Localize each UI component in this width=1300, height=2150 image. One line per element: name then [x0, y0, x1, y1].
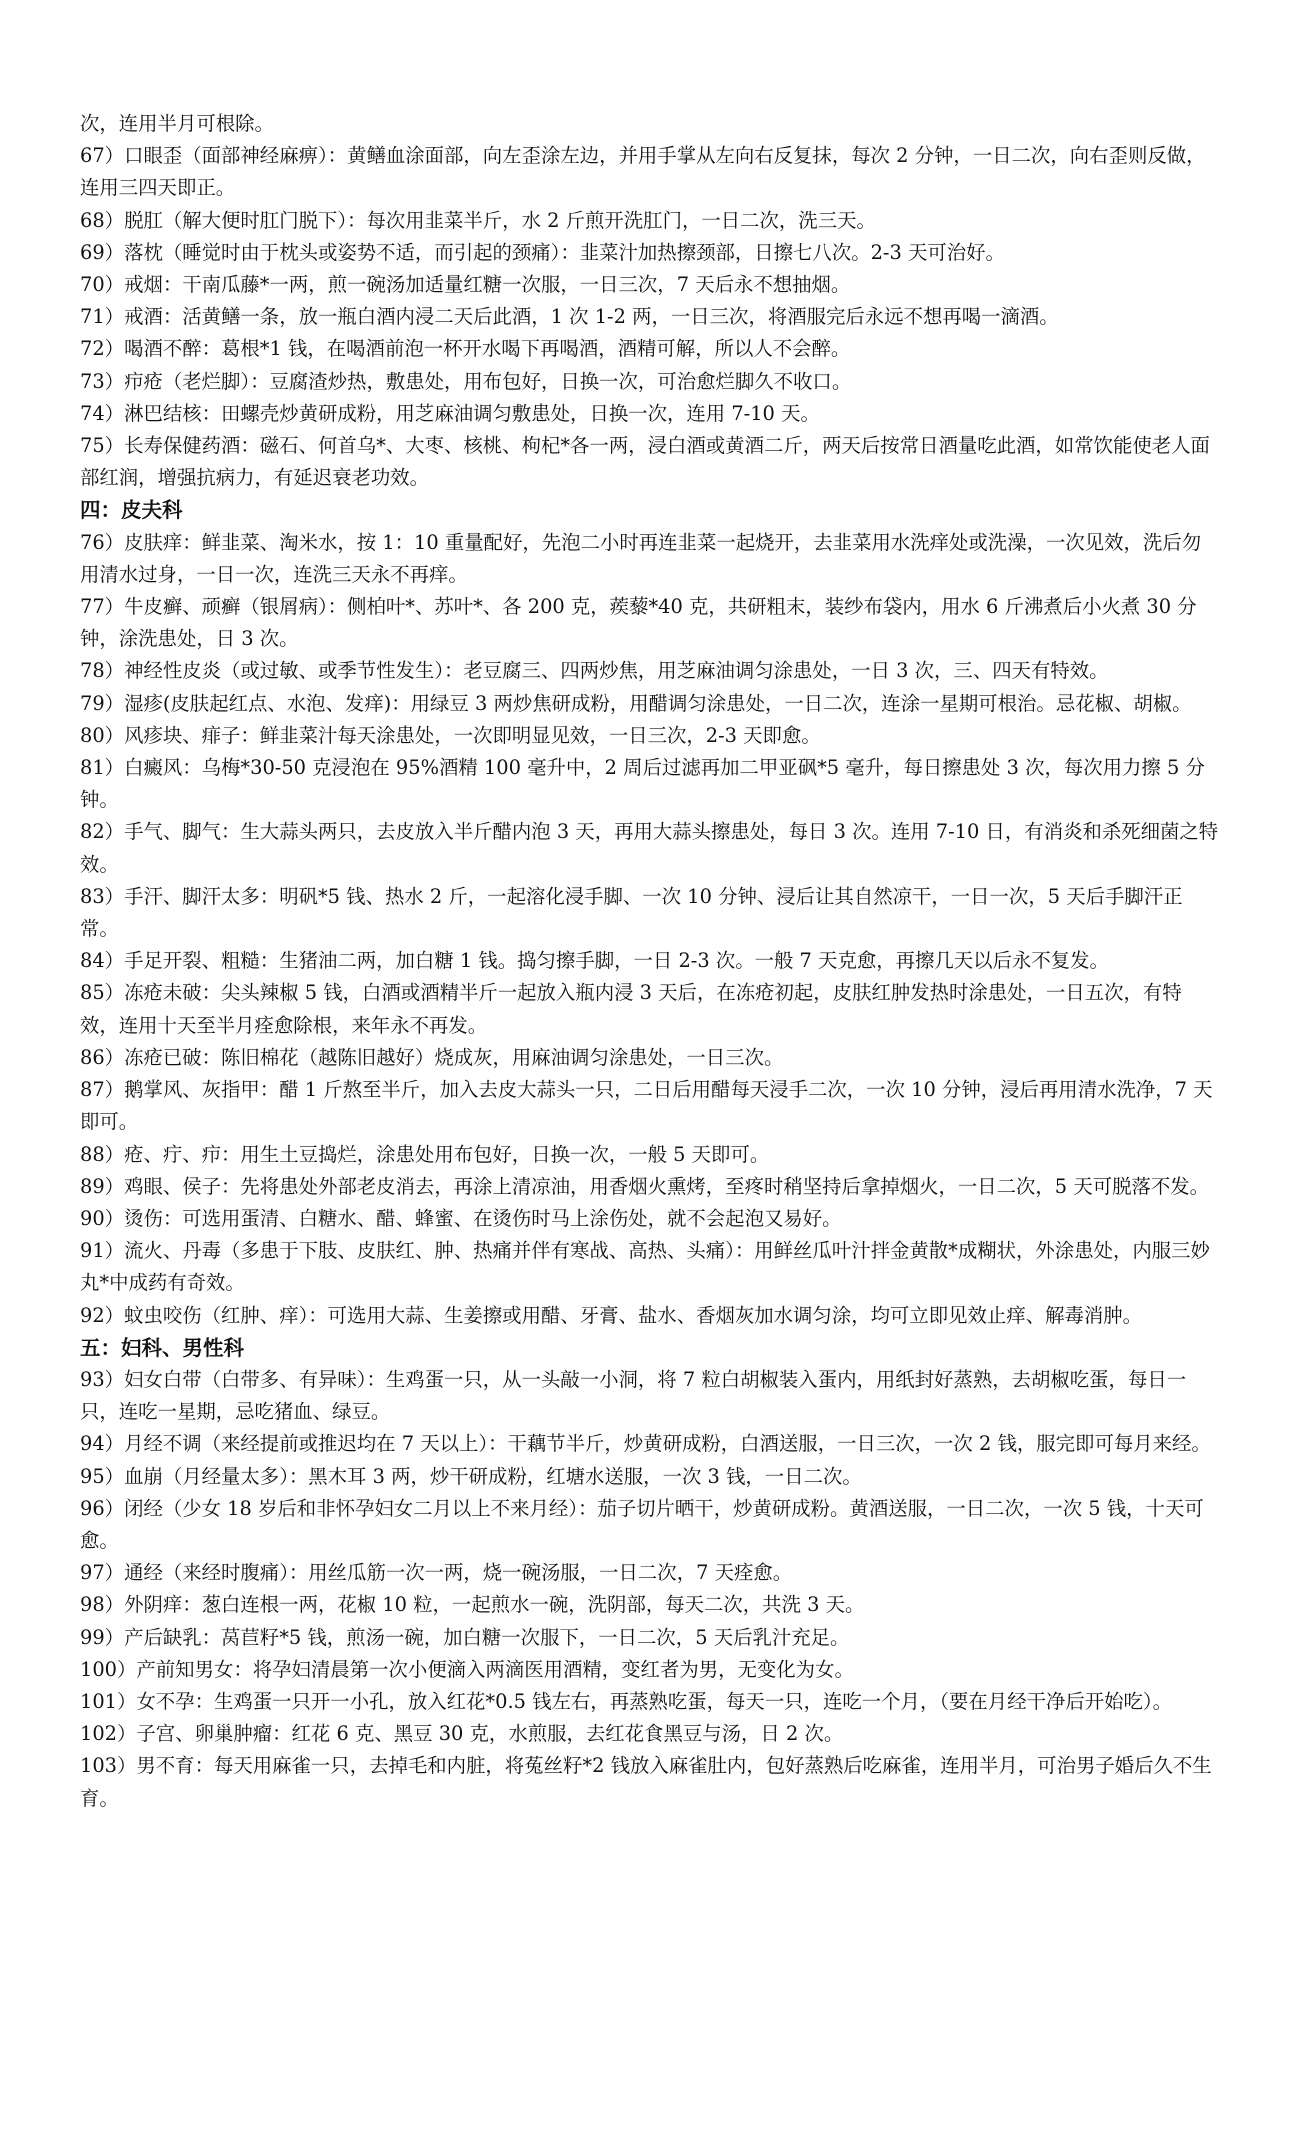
remedy-item-99: 99）产后缺乳：莴苣籽*5 钱，煎汤一碗，加白糖一次服下，一日二次，5 天后乳汁充足。 — [80, 1625, 850, 1649]
remedy-item-103: 103）男不育：每天用麻雀一只，去掉毛和内脏，将菟丝籽*2 钱放入麻雀肚内，包好蒸熟后吃麻雀，连用半月，可治男子婚后久不生育。 — [80, 1754, 1212, 1810]
document-body — [80, 108, 1220, 1815]
remedy-item-71: 71）戒酒：活黄鳝一条，放一瓶白酒内浸二天后此酒，1 次 1-2 两，一日三次，将酒服完后永远不想再喝一滴酒。 — [80, 305, 1059, 329]
remedy-item-74: 74）淋巴结核：田螺壳炒黄研成粉，用芝麻油调匀敷患处，日换一次，连用 7-10 天。 — [80, 401, 820, 425]
remedy-item-93: 93）妇女白带（白带多、有异味）：生鸡蛋一只，从一头敲一小洞，将 7 粒白胡椒装入蛋内，用纸封好蒸熟，去胡椒吃蛋，每日一只，连吃一星期，忌吃猪血、绿豆。 — [80, 1367, 1187, 1424]
remedy-item-67: 67）口眼歪（面部神经麻痹）：黄鳝血涂面部，向左歪涂左边，并用手掌从左向右反复抹，每次 2 分钟，一日二次，向右歪则反做，连用三四天即正。 — [80, 144, 1206, 200]
remedy-item-102: 102）子宫、卵巢肿瘤：红花 6 克、黑豆 30 克，水煎服，去红花食黑豆与汤，日 2 次。 — [80, 1722, 844, 1746]
remedy-item-77: 77）牛皮癣、顽癣（银屑病）：侧柏叶*、苏叶*、各 200 克，蒺藜*40 克，共研粗末，装纱布袋内，用水 6 斤沸煮后小火煮 30 分钟，涂洗患处，日 3 次。 — [80, 595, 1197, 651]
remedy-item-87: 87）鹅掌风、灰指甲：醋 1 斤熬至半斤，加入去皮大蒜头一只，二日后用醋每天浸手二次，一次 10 分钟，浸后再用清水洗净，7 天即可。 — [80, 1078, 1213, 1134]
remedy-item-91: 91）流火、丹毒（多患于下肢、皮肤红、肿、热痛并伴有寒战、高热、头痛）：用鲜丝瓜叶汁拌金黄散*成糊状，外涂患处，内服三妙丸*中成药有奇效。 — [80, 1239, 1210, 1295]
remedy-item-82: 82）手气、脚气：生大蒜头两只，去皮放入半斤醋内泡 3 天，再用大蒜头擦患处，每日 3 次。连用 7-10 日，有消炎和杀死细菌之特效。 — [80, 820, 1219, 876]
remedy-item-92: 92）蚊虫咬伤（红肿、痒）：可选用大蒜、生姜擦或用醋、牙膏、盐水、香烟灰加水调匀涂，均可立即见效止痒、解毒消肿。 — [80, 1303, 1143, 1327]
remedy-item-96: 96）闭经（少女 18 岁后和非怀孕妇女二月以上不来月经）：茄子切片晒干，炒黄研成粉。黄酒送服，一日二次，一次 5 钱，十天可愈。 — [80, 1496, 1204, 1552]
remedy-item-80: 80）风疹块、痱子：鲜韭菜汁每天涂患处，一次即明显见效，一日三次，2-3 天即愈。 — [80, 723, 821, 747]
remedy-item-95: 95）血崩（月经量太多）：黑木耳 3 两，炒干研成粉，红塘水送服，一次 3 钱，一日二次。 — [80, 1464, 862, 1488]
remedy-item-68: 68）脱肛（解大便时肛门脱下）：每次用韭菜半斤，水 2 斤煎开洗肛门，一日二次，洗三天。 — [80, 208, 876, 232]
remedy-item-100: 100）产前知男女：将孕妇清晨第一次小便滴入两滴医用酒精，变红者为男，无变化为女。 — [80, 1657, 854, 1681]
remedy-item-85: 85）冻疮未破：尖头辣椒 5 钱，白酒或酒精半斤一起放入瓶内浸 3 天后，在冻疮初起，皮肤红肿发热时涂患处，一日五次，有特效，连用十天至半月痊愈除根，来年永不再发。 — [80, 981, 1182, 1037]
remedy-item-86: 86）冻疮已破：陈旧棉花（越陈旧越好）烧成灰，用麻油调匀涂患处，一日三次。 — [80, 1045, 784, 1069]
remedy-item-69: 69）落枕（睡觉时由于枕头或姿势不适，而引起的颈痛）：韭菜汁加热擦颈部，日擦七八次。2-3 天可治好。 — [80, 240, 1005, 264]
remedy-item-81: 81）白癜风：乌梅*30-50 克浸泡在 95%酒精 100 毫升中，2 周后过滤再加二甲亚砜*5 毫升，每日擦患处 3 次，每次用力擦 5 分钟。 — [80, 756, 1205, 812]
remedy-item-79: 79）湿疹(皮肤起红点、水泡、发痒)：用绿豆 3 两炒焦研成粉，用醋调匀涂患处，一日二次，连涂一星期可根治。忌花椒、胡椒。 — [80, 691, 1192, 715]
remedy-item-101: 101）女不孕：生鸡蛋一只开一小孔，放入红花*0.5 钱左右，再蒸熟吃蛋，每天一只，连吃一个月，（要在月经干净后开始吃）。 — [80, 1689, 1173, 1713]
remedy-item-84: 84）手足开裂、粗糙：生猪油二两，加白糖 1 钱。捣匀擦手脚，一日 2-3 次。一般 7 天克愈，再擦几天以后永不复发。 — [80, 949, 1109, 973]
section-heading: 四：皮夫科 — [80, 498, 183, 523]
remedy-item-89: 89）鸡眼、侯子：先将患处外部老皮消去，再涂上清凉油，用香烟火熏烤，至疼时稍坚持后拿掉烟火，一日二次，5 天可脱落不发。 — [80, 1174, 1210, 1198]
remedy-item-94: 94）月经不调（来经提前或推迟均在 7 天以上）：干藕节半斤，炒黄研成粉，白酒送服，一日三次，一次 2 钱，服完即可每月来经。 — [80, 1432, 1211, 1456]
remedy-item-73: 73）疖疮（老烂脚）：豆腐渣炒热，敷患处，用布包好，日换一次，可治愈烂脚久不收口。 — [80, 369, 852, 393]
section-heading: 五：妇科、男性科 — [80, 1335, 244, 1360]
remedy-item-75: 75）长寿保健药酒：磁石、何首乌*、大枣、核桃、枸杞*各一两，浸白酒或黄酒二斤，两天后按常日酒量吃此酒，如常饮能使老人面部红润，增强抗病力，有延迟衰老功效。 — [80, 434, 1210, 490]
remedy-item-78: 78）神经性皮炎（或过敏、或季节性发生）：老豆腐三、四两炒焦，用芝麻油调匀涂患处，一日 3 次，三、四天有特效。 — [80, 659, 1109, 683]
remedy-item-70: 70）戒烟：干南瓜藤*一两，煎一碗汤加适量红糖一次服，一日三次，7 天后永不想抽烟。 — [80, 273, 851, 297]
remedy-item-88: 88）疮、疔、疖：用生土豆捣烂，涂患处用布包好，日换一次，一般 5 天即可。 — [80, 1142, 770, 1166]
remedy-item-83: 83）手汗、脚汗太多：明矾*5 钱、热水 2 斤，一起溶化浸手脚、一次 10 分钟、浸后让其自然凉干，一日一次，5 天后手脚汗正常。 — [80, 884, 1183, 941]
remedy-item-98: 98）外阴痒：葱白连根一两，花椒 10 粒，一起煎水一碗，洗阴部，每天二次，共洗 3 天。 — [80, 1593, 865, 1617]
paragraph-continuation: 次，连用半月可根除。 — [80, 112, 274, 135]
remedy-item-76: 76）皮肤痒：鲜韭菜、淘米水，按 1：10 重量配好，先泡二小时再连韭菜一起烧开，去韭菜用水洗痒处或洗澡，一次见效，洗后勿用清水过身，一日一次，连洗三天永不再痒。 — [80, 530, 1202, 586]
remedy-item-90: 90）烫伤：可选用蛋清、白糖水、醋、蜂蜜、在烫伤时马上涂伤处，就不会起泡又易好。 — [80, 1206, 842, 1230]
remedy-item-97: 97）通经（来经时腹痛）：用丝瓜筋一次一两，烧一碗汤服，一日二次，7 天痊愈。 — [80, 1561, 793, 1585]
remedy-item-72: 72）喝酒不醉：葛根*1 钱，在喝酒前泡一杯开水喝下再喝酒，酒精可解，所以人不会醉。 — [80, 337, 851, 361]
